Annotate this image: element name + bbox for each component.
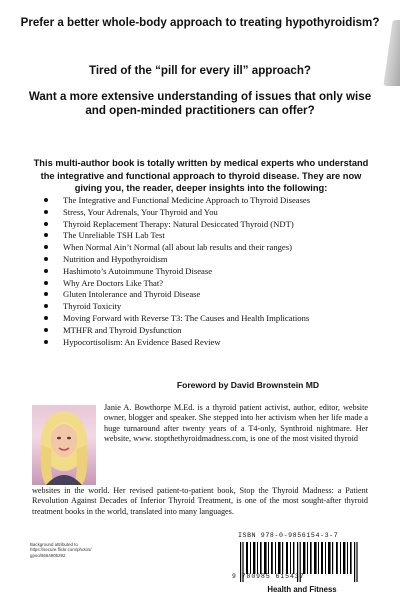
topic-text: Nutrition and Hypothyroidism xyxy=(63,253,168,264)
bullet-icon xyxy=(44,210,48,214)
bullet-icon xyxy=(44,198,48,202)
topic-text: Gluten Intolerance and Thyroid Disease xyxy=(63,289,201,300)
author-bio: Janie A. Bowthorpe M.Ed. is a thyroid patient activist, author, editor, website owner, blogger and speaker. She stepped into her activism when her life made a huge turnaround after twenty years of a T4-only, Synthroid nightmare. Her website, www. stopthethyroidmadness.com, is one of the most visited thyroid xyxy=(104,403,368,443)
topic-text: Thyroid Replacement Therapy: Natural Desiccated Thyroid (NDT) xyxy=(63,218,294,229)
bullet-icon xyxy=(44,340,48,344)
isbn-label: ISBN 978-0-9856154-3-7 xyxy=(238,532,339,539)
topic-text: Hypocortisolism: An Evidence Based Review xyxy=(63,336,221,347)
list-item xyxy=(44,301,354,311)
topic-text: Moving Forward with Reverse T3: The Causes and Health Implications xyxy=(63,312,310,323)
topic-text: Hashimoto’s Autoimmune Thyroid Disease xyxy=(63,265,213,276)
author-portrait-icon xyxy=(32,405,96,485)
background-credit: Background attributed to https://secure.flickr.com/photos/ gpoo/5664905292 xyxy=(30,542,92,558)
foreword-credit: Foreword by David Brownstein MD xyxy=(176,380,320,390)
question-2: Tired of the “pill for every ill” approach? xyxy=(88,64,312,77)
list-item xyxy=(44,266,354,276)
question-1: Prefer a better whole-body approach to treating hypothyroidism? xyxy=(20,16,380,29)
topic-text: MTHFR and Thyroid Dysfunction xyxy=(63,324,182,335)
bullet-icon xyxy=(44,328,48,332)
list-item xyxy=(44,325,354,335)
bullet-icon xyxy=(44,245,48,249)
list-item xyxy=(44,278,354,288)
bullet-icon xyxy=(44,316,48,320)
list-item xyxy=(44,242,354,252)
topic-text: The Unreliable TSH Lab Test xyxy=(63,230,165,241)
topic-text: Stress, Your Adrenals, Your Thyroid and You xyxy=(63,206,218,217)
category-label: Health and Fitness xyxy=(267,585,337,594)
author-bio-continued: websites in the world. Her revised patient-to-patient book, Stop the Thyroid Madness: a Patient Revolution Against Decades of Inferior Thyroid Treatment, is one of the most sought-after thyroid treatment books in the world, translated into many languages. xyxy=(32,486,368,516)
topic-list xyxy=(44,195,354,348)
author-photo xyxy=(32,405,96,485)
list-item xyxy=(44,230,354,240)
topic-text: The Integrative and Functional Medicine Approach to Thyroid Diseases xyxy=(63,195,311,205)
topic-text: Thyroid Toxicity xyxy=(63,301,122,312)
topic-text: When Normal Ain’t Normal (all about lab results and their ranges) xyxy=(63,242,292,253)
list-item xyxy=(44,313,354,323)
bullet-icon xyxy=(44,292,48,296)
topic-text: Why Are Doctors Like That? xyxy=(63,277,164,288)
bullet-icon xyxy=(44,222,48,226)
list-item xyxy=(44,195,354,205)
list-item xyxy=(44,207,354,217)
question-3: Want a more extensive understanding of issues that only wise and open-minded practitioners can offer? xyxy=(28,90,372,117)
bullet-icon xyxy=(44,304,48,308)
corner-decoration xyxy=(383,20,400,86)
bullet-icon xyxy=(44,233,48,237)
barcode-number: 9 780985 615437 xyxy=(232,573,305,580)
list-item xyxy=(44,289,354,299)
bullet-icon xyxy=(44,269,48,273)
bullet-icon xyxy=(44,281,48,285)
list-item xyxy=(44,337,354,347)
list-item xyxy=(44,254,354,264)
list-item xyxy=(44,219,354,229)
bullet-icon xyxy=(44,257,48,261)
intro-paragraph: This multi-author book is totally written by medical experts who understand the integrative and functional approach to thyroid disease. They are now giving you, the reader, deeper insights into the following: xyxy=(33,158,369,193)
